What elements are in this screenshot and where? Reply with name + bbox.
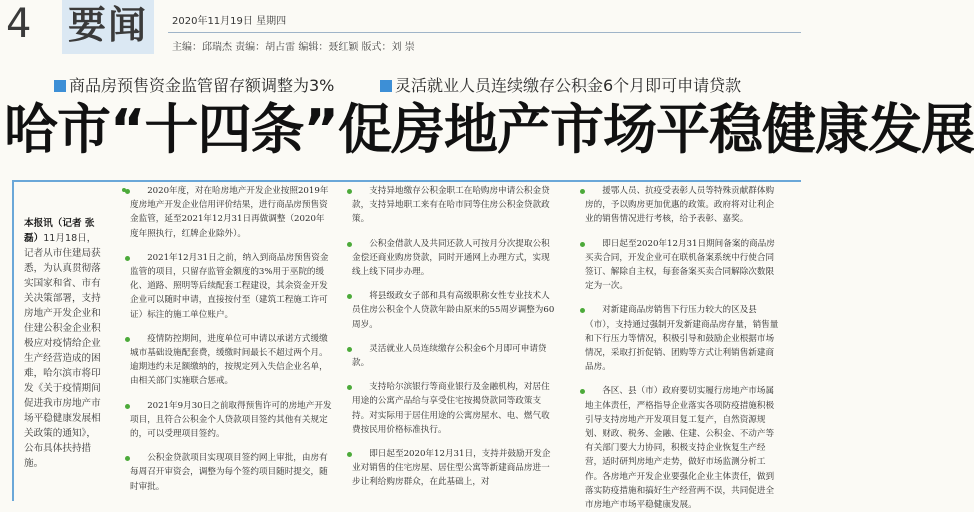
bullet-dot-icon [347,294,352,299]
paragraph: 支持异地缴存公积金职工在哈购房申请公积金贷款，支持异地职工来有在哈市同等住房公积金贷款政策。 [352,184,558,227]
bullet-dot-icon [347,347,352,352]
editor-credits: 主编：邱瑞杰 责编：胡占雷 编辑：聂红颖 版式：刘 崇 [172,42,415,53]
bullet-dot-icon [347,189,352,194]
bullet-dot-icon [125,189,130,194]
headline: 哈市“十四条”促房地产市场平稳健康发展 [4,98,974,161]
byline: 本报讯（记者 张磊） [24,218,95,244]
paragraph: 2021年12月31日之前，纳入到商品房预售资金监管的项目，只留存监管金额度的3%用于巫院的缓化、道路、照明等后续配套工程建设，其余资金开发企业可以随时申请，直接按付至（建筑工程施工许可证）标注的施工单位账户。 [130,251,332,322]
article-column-3 [585,184,781,511]
paragraph: 即日起至2020年12月31日，支持并鼓励开发企业对销售的住宅房屋、居住型公寓等新建商品房进一步让利给购房群众，在此基础上，对 [352,447,558,490]
paragraph: 将县级政女子部和具有高级职称女性专业技术人员住房公积金个人贷款年龄由原来的55周岁调整为60周岁。 [352,289,558,332]
lead-paragraph [24,216,104,471]
header-divider [168,32,801,33]
bullet-dot-icon [347,242,352,247]
paragraph: 2021年9月30日之前取得预售许可的房地产开发项目，且符合公积金个人贷款项目签约其他有关规定的，可以受理项目签约。 [130,399,332,442]
issue-date: 2020年11月19日 星期四 [172,16,287,27]
square-bullet-icon [380,80,392,92]
bullet-dot-icon [347,385,352,390]
article-column-1 [130,184,332,496]
paragraph: 援鄂人员、抗疫受表彰人员等特殊贡献群体购房的，予以购房更加优惠的政策。政府将对让利企业的销售情况进行考核，给予表彰、嘉奖。 [585,184,781,227]
section-title: 要闻 [68,3,149,47]
paragraph: 2020年度，对在哈房地产开发企业按照2019年度房地产开发企业信用评价结果，进行商品房预售资金监管，延至2021年12月31日再做调整（2020年度年照执行，红牌企业除外）。 [130,184,332,241]
article-column-2 [352,184,558,496]
bullet-dot-icon [580,189,585,194]
paragraph: 对新建商品房销售下行压力较大的区及县（市），支持通过强制开发新建商品房存量，销售量和下行压力等情况，积极引导和鼓励企业根据市场情况，采取打折促销、团购等方式让利销售新建商品房。 [585,303,781,374]
bullet-dot-icon [580,308,585,313]
paragraph: 公积金贷款项目实现项目签约网上审批，由房有每周召开审资会，调整为每个签约项目随时提交，随时审批。 [130,451,332,494]
subhead-1-text: 商品房预售资金监管留存额调整为3% [69,76,335,95]
bullet-dot-icon [580,242,585,247]
paragraph: 各区、县（市）政府要切实履行房地产市场属地主体责任，严格指导企业落实各项防疫措施积极引导支持房地产开发项目复工复产，自然资源规划、财政、税务、金融、住建、公积金、不动产等有关部门要大力协同，积极支持企业恢复生产经营，适时研判房地产走势，做好市场监测分析工作。各房地产开发企业要强化企业主体责任，做到落实防疫措施和搞好生产经营两不误，共同促进全市房地产市场平稳健康发展。 [585,384,781,512]
bullet-dot-icon [580,389,585,394]
paragraph: 即日起至2020年12月31日期间备案的商品房买卖合同，开发企业可在联机备案系统中行使合同签订、解除自主权，每套备案买卖合同解除次数限定为一次。 [585,237,781,294]
subhead-2-text: 灵活就业人员连续缴存公积金6个月即可申请贷款 [395,76,742,95]
paragraph: 支持哈尔滨银行等商业银行及金融机构，对居住用途的公寓产品给与享受住宅按揭贷款同等政策支持。对实际用于居住用途的公寓房屋水、电、燃气收费按民用价格标准执行。 [352,380,558,437]
bullet-dot-icon [125,256,130,261]
subhead-2 [380,76,741,96]
paragraph: 公积金借款人及共同还款人可按月分次提取公积金偿还商业购房贷款，同时开通网上办理方式，实现线上线下同步办理。 [352,237,558,280]
page-number: 4 [6,1,32,47]
square-bullet-icon [54,80,66,92]
bullet-dot-icon [125,404,130,409]
lead-text: 11月18日，记者从市住建局获悉，为认真贯彻落实国家和省、市有关决策部署，支持房地产开发企业和住建公积金企业积极应对疫情给企业生产经营造成的困难，哈尔滨市将印发《关于疫情期间促进我市房地产市场平稳健康发展相关政策的通知》，公布具体扶持措施。 [24,233,101,469]
bullet-dot-icon [125,456,130,461]
subhead-1 [54,76,334,96]
bullet-dot-icon [125,337,130,342]
paragraph: 灵活就业人员连续缴存公积金6个月即可申请贷款。 [352,342,558,370]
bullet-dot-icon [347,452,352,457]
page-header [0,0,801,60]
paragraph: 疫情防控期间，进度单位可申请以承诺方式缓缴城市基础设施配套费，缓缴时间最长不超过两个月。逾期违约未足额缴纳的，按规定列入失信企业名单，由相关部门实施联合惩戒。 [130,332,332,389]
